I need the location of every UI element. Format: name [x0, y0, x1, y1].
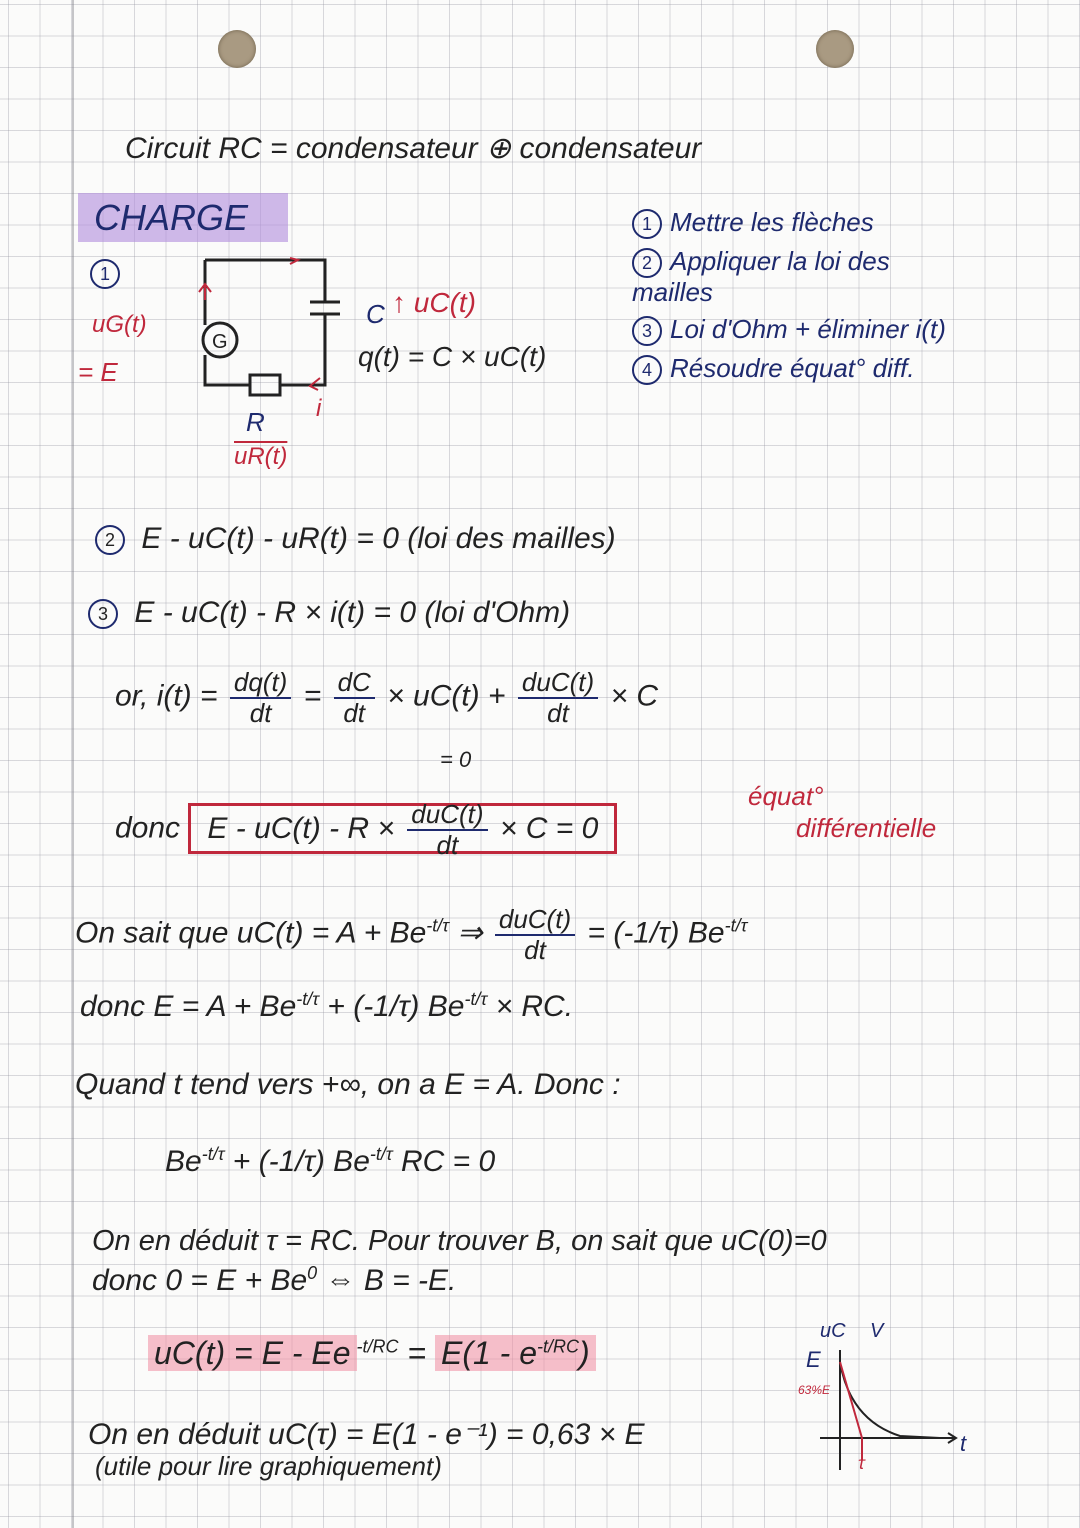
- graph-xlabel: t: [960, 1431, 967, 1456]
- tau-value: On en déduit uC(τ) = E(1 - e⁻¹) = 0,63 × E: [88, 1418, 645, 1451]
- ug-label: uG(t): [92, 311, 147, 338]
- dc-dt-zero: = 0: [440, 747, 472, 772]
- section-heading: CHARGE: [78, 198, 288, 238]
- method-step: 4 Résoudre équat° diff.: [632, 354, 972, 385]
- margin-line: [72, 0, 74, 1528]
- page-title: Circuit RC = condensateur ⊕ condensateur: [125, 132, 702, 165]
- resistor-label: R: [246, 407, 265, 437]
- ur-label: uR(t): [234, 443, 288, 470]
- equation-box: E - uC(t) - R × $\frac{\text{duC(t)}}{dt}$ × C = 0: [188, 803, 617, 854]
- note-equation: équat°: [748, 781, 824, 811]
- substitution: donc $E = A + Be^{-t/\tau} + (-1/\tau) Be^{-t/\tau}$ × RC.: [80, 989, 574, 1023]
- method-step: 2 Appliquer la loi des mailles: [632, 246, 890, 308]
- charge-solution: uC(t) = E - Ee $^{-t/RC} = E(1 - e^{-t/RC})$: [148, 1336, 596, 1371]
- graph-ylabel: uC: [820, 1320, 846, 1342]
- note-differentielle: différentielle: [796, 813, 937, 843]
- graph-tau-label: τ: [858, 1453, 865, 1473]
- equation-ohm: 3 E - uC(t) - R × i(t) = 0 (loi d'Ohm): [88, 596, 570, 629]
- charge-relation: q(t) = C × uC(t): [358, 341, 547, 372]
- method-step: 3 Loi d'Ohm + éliminer i(t): [632, 315, 972, 346]
- be-equation: $Be^{-t/\tau} + (-1/\tau)$ $Be^{-t/\tau}$ RC = 0: [165, 1144, 496, 1178]
- graph-63-label: 63%E: [798, 1383, 831, 1397]
- equation-mailles: 2 E - uC(t) - uR(t) = 0 (loi des mailles): [95, 522, 616, 555]
- tau-deduction: On en déduit τ = RC. Pour trouver B, on sait que uC(0)=0: [92, 1225, 827, 1257]
- limit-line: Quand t tend vers +∞, on a E = A. Donc :: [75, 1068, 621, 1101]
- capacitor-label: C: [366, 299, 385, 329]
- solution-form: On sait que $uC(t) = A + Be^{-t/\tau}$ ⇒ $\frac{\text{duC(t)}}{dt}$ = (-1/τ) $Be^{-t/\tau}$: [75, 904, 748, 965]
- method-steps: [632, 208, 972, 385]
- graph-e-label: E: [806, 1347, 821, 1372]
- svg-text:G: G: [212, 331, 228, 353]
- current-derivation: or, i(t) = $\frac{dq(t)}{dt}$ = $\frac{dC}{dt}$ × uC(t) + $\frac{\text{duC(t)}}{dt}$ × C: [115, 667, 658, 728]
- current-label: i: [316, 395, 322, 422]
- b-deduction: donc $0 = E + Be^0$ ⇔ B = -E.: [92, 1263, 457, 1297]
- charge-curve-sketch: [790, 1320, 990, 1480]
- uc-label: ↑ uC(t): [392, 287, 476, 318]
- method-step: 1 Mettre les flèches: [632, 208, 972, 239]
- differential-equation: donc E - uC(t) - R × $\frac{\text{duC(t)}}{dt}$ × C = 0: [115, 800, 617, 859]
- graph-unit: V: [870, 1320, 884, 1342]
- binder-hole: [816, 30, 854, 68]
- binder-hole: [218, 30, 256, 68]
- step-marker: 1: [90, 256, 128, 289]
- ug-equals: = E: [78, 357, 118, 387]
- tau-note: (utile pour lire graphiquement): [95, 1451, 442, 1481]
